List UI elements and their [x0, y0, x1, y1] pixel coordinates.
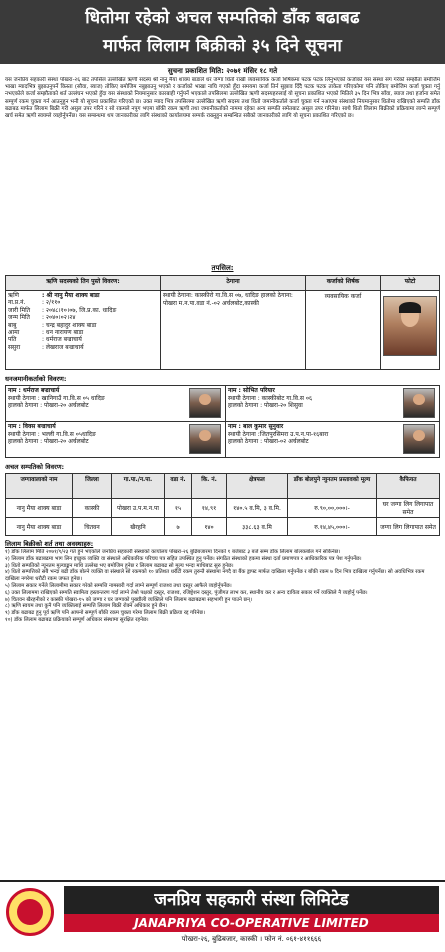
borrower-photo [383, 296, 437, 356]
asset-header-municipality: गा.पा./न.पा. [112, 474, 165, 499]
guarantor-photo [189, 424, 221, 454]
asset-header-plot: कि. नं. [192, 474, 227, 499]
guarantor-temp-address: हालको ठेगाना : पोखरा-०२ अर्चलबोट [228, 438, 309, 446]
guarantor-name: नाम : विवस बज्राचार्य [8, 423, 56, 430]
guarantor-name: नाम : सोभित परियार [228, 387, 275, 394]
guarantor-table [5, 385, 440, 458]
guarantor-card [6, 386, 226, 422]
guarantor-card [226, 422, 440, 458]
org-name-nepali: जनप्रिय सहकारी संस्था लिमिटेड [64, 886, 439, 914]
list-item: १०) डाँक लिलाम बढाबढ प्रक्रियाको सम्पूर्ण अधिकार संस्थामा सुरक्षित रहनेछ। [5, 616, 149, 623]
title-line-2: मार्फत लिलाम बिक्रीको ३५ दिने सूचना [103, 36, 342, 56]
guarantor-temp-address: हालको ठेगाना : पोखरा-२० अर्चलबोट [8, 402, 89, 410]
asset-table [5, 473, 440, 536]
table-row: नानु मैया शाक्य बाडा कास्की पोखरा उ.प.म.न.पा १५ १४,९१ १४०.५ व.मि, ३ व.मि. रु.९०,००,०००।- घर जग्गा लिग लिगापात समेत [6, 499, 440, 518]
terms-list [0, 549, 445, 719]
asset-header-owner: जग्गावालाको नाम [6, 474, 73, 499]
list-item: १) डाँक लिलाम मिति २०७१/९/२३ गते हुने भएकोले जनप्रिय सहकारी संस्थाको कार्यालय पोखरा-२६ बुढिबजारमा दिनको १ बजेबाट ३ बजे सम्म डाँक लिलाम बोलकबोल गर्न सकिनेछ। [5, 549, 341, 555]
guarantor-perm-address: स्थायी ठेगाना : खानिगाउँ गा.वि.स ०५ धादिङ [8, 394, 105, 402]
cooperative-logo [6, 888, 54, 936]
list-item: ६) उक्त लिलाममा राखिएको सम्पति स्वामित्व हस्तान्तरण गर्दा लाग्ने तेश्रो पक्षको दस्तुर, राजश्व, रजिष्ट्रेशन दस्तुर, पुंजीगत लाभ कर, स्थानीय कर र अन्य दायित्व सकार गर्ने व्यक्तिले नै व्यहोर्नु पर्नेछ। [5, 589, 368, 596]
guarantor-name: नाम : धर्मराज बज्राचार्य [8, 387, 60, 394]
borrower-photo-cell [381, 291, 440, 370]
borrower-address: स्थायी ठेगाना: कास्कीरो गा.वि.स ०७, धादिङ हालको ठेगाना: पोखरा म.न.पा.वडा नं.-०२ अर्चलबोट,कास्की [161, 291, 306, 370]
borrower-caption: तपसिल: [211, 264, 234, 272]
list-item: ४) धितो सम्पत्तिको सबै भन्दा बढी डाँक बोल्ने व्यक्ति वा संस्थाले सो रकमको १० प्रतिशत धरौटी रकम तुरुन्तै संस्थामा नगदै वा बैंक ड्राफ्ट मार्फत दाखिला गर्नुपर्नेछ र बाँकी रकम ७ दिन भित्र दाखिला गर्नुपर्नेछ। सो अवधिभित्र रकम दाखिला नगरेमा धरौटी रकम जफत हुनेछ। [5, 569, 425, 583]
asset-header-district: जिल्ला [73, 474, 112, 499]
guarantor-temp-address: हालको ठेगाना : पोखरा-२० अर्चलबोट [8, 438, 89, 446]
footer [0, 880, 445, 952]
guarantor-perm-address: स्थायी ठेगाना : भल्ली गा.वि.स ०५धादिङ [8, 430, 96, 438]
list-item: ९) डाँक बढाबढ हुनु पूर्व ऋणि पनि आफ्नो सम्पूर्ण बाँकी रकम चुक्ता गरेमा लिलाम बिक्री प्रक्रिया रद्द गरिनेछ। [5, 610, 205, 617]
borrower-details: ऋणि : श्री नानु मैया शाक्य बाडा ना.प्र.नं. : २/११० जारी मिति : २०४८।१०।०७, जि.प्र.का. धादिङ जन्म मिति : २०४०।०२।२४ बाबु : चन्द्र बहादुर शाक्य बाडा आमा : धन नारायण बाडा पति : धर्मराज बज्राचार्य ससुरा : लेखराज बज्राचार्य [6, 291, 161, 370]
guarantor-name: नाम : बाल कुमार सुनुवार [228, 423, 284, 430]
guarantor-perm-address: स्थायी ठेगाना :जितपुरसिमरा उ.प.न.पा-१६बारा [228, 430, 329, 438]
list-item: ३) धितो सम्पतिको न्यूनतम मुल्याङ्कन माथि उल्लेख भए बमोजिम हुनेछ र लिलाम बढाबढ सो मूल्य भन्दा माथिबाट सुरु हुनेछ। [5, 562, 234, 569]
guarantor-card [226, 386, 440, 422]
guarantor-perm-address: स्थायी ठेगाना : कास्कीबोट गा.वि.स ०६ [228, 394, 313, 402]
asset-section-label: अचल सम्पतिको विवरण: [5, 463, 65, 471]
terms-title: लिलाम बिक्रीको शर्त तथा अवस्थाहरु: [5, 540, 94, 548]
table-row: नानु मैया शाक्य बाडा चितवन खैरहनि ७ १४० ३३८.६३ व.मि रु.१४,४५,०००।- जग्गा लिग लिगापात समेत [6, 518, 440, 536]
guarantor-section-label: धनजमानीकर्ताको विवरण: [5, 375, 67, 383]
intro-paragraph [0, 77, 445, 263]
guarantor-photo [189, 388, 221, 418]
asset-header-min-value: डाँक बोलपुने न्युनतम प्रस्तावको मूल्य [288, 474, 377, 499]
org-name-english: JANAPRIYA CO-OPERATIVE LIMITED [64, 914, 439, 932]
list-item: ८) ऋणि स्वयम तथा कुनै पनि व्यक्तिलाई सम्पत्ति लिलाम बिक्री रोक्ने अधिकार हुने छैन। [5, 603, 168, 610]
borrower-header-loan: कर्जाको शिर्षक [306, 276, 381, 291]
guarantor-temp-address: हालको ठेगाना : पोखरा-२० शिसुवा [228, 402, 303, 410]
guarantor-photo [403, 388, 435, 418]
asset-header-area: क्षेत्रफल [227, 474, 288, 499]
asset-header-remarks: कैफियत [377, 474, 440, 499]
borrower-table [5, 275, 440, 370]
borrower-header-address: ठेगाना [161, 276, 306, 291]
borrower-loan-title: व्यवसायिक कर्जा [306, 291, 381, 370]
guarantor-photo [403, 424, 435, 454]
list-item: ७) चितवन खैरहनीको र कास्की पोखरा-१५ को जग्गा र घर जग्गाको पुख्यौली व्यक्तिले पनि लिलाम बढाबढमा सहभागी हुन पाउने छन्। [5, 596, 253, 603]
title-line-1: धितोमा रहेको अचल सम्पतिको डाँक बढाबढ [85, 8, 360, 28]
intro-text: यस जनप्रिय सहकारी संस्था पोखरा-२६ बाट तपसिल उल्लेखित ऋणी सदस्य श्री नानु मैया शाक्य बाडाले धर जग्गा धितो राखी व्यवसायिक कर्जा शिर्षकमा पटक पटक लिनुभएको कर्जाको यस संस्था संग गरेको सम्झौता बमोजिम भाखा म्यादभित्र बुझाउनुपर्ने किस्ता (सौवा, ब्याज) तोकिए बमोजिम नबुझाउनु भएको र कर्जाको भाखा नाघि गएको हुँदा समयमा कर्जा तिर्न सुझाव दिँदै पटक पटक ताकेता गरिएकोमा पनि तोकिए बमोजिम कर्जा चुक्ता गर्नु नभएकोले कर्जा सम्झौताको शर्त उल्लंघन भएको हुँदा यस संस्थाको नियमानुसार कारबाही गर्नुपर्ने भएकाले तपसिलमा उल्लेखित ऋणी सदस्यहरुलाई यो सूचना प्रकाशित भएको मितिले ३५ दिन भित्र साँवा, ब्याज तथा हर्जाना समेत सम्पूर्ण रकम चुक्ता गर्न आउनुहुन भनी यो सूचना प्रकाशित गरिएको छ। उक्त म्याद भित्र तपसिलमा उल्लेखित ऋणी सदस्य तथा धितो जमानीकर्ताले कर्जा चुक्ता गर्न नआएमा संस्थाको नियमानुसार धितोमा राखिएको सम्पति डाँक बढाबढ मार्फत लिलाम बिक्री गरी असुल उपर गरिने र सो रकमले नपुग भएमा बाँकी रकम ऋणी तथा जमानीकर्ताको नाममा रहेका अन्य सम्पति समेतबाट असुल उपर गरिनेछ। साथै धितो लिलाम बिक्रीको प्रक्रियामा लाग्ने सम्पूर्ण खर्च समेत ऋणी स्वयम्ले व्यहोर्नुपर्नेछ। यस सम्बन्धमा थप जानकारीका लागि संस्थाको कार्यालयमा सम्पर्क राख्नुहुन सम्बन्धित सबैको जानकारीको लागि यो सूचना प्रकाशित गरिएको छ। [5, 77, 440, 120]
asset-header-ward: वडा नं. [165, 474, 192, 499]
list-item: २) लिलाम डाँक बढाबढमा भाग लिन इच्छुक व्यक्ति वा संस्थाले अधिकारिक परिचय पत्र सहित उपस्थित हुनु पर्नेछ। संगठित संस्थाको हकमा संस्था दर्ता प्रमाणपत्र र आधिकारिक पत्र पेश गर्नुपर्नेछ। [5, 555, 362, 562]
notice-title [0, 0, 445, 64]
publication-date: सुचना प्रकाशित मिति: २०७१ मंसिर १८ गते [167, 67, 278, 75]
borrower-header-details: ऋणि सदस्यको तिन पुस्ते विवरण: [6, 276, 161, 291]
list-item: ५) लिलाम सकार गर्नेले लिलामीमा सकार गरेको सम्पत्ति नामसारी गर्दा लाग्ने सम्पूर्ण राजश्व तथा दस्तुर आफैले व्यहोर्नुपर्नेछ। [5, 582, 232, 589]
guarantor-card [6, 422, 226, 458]
borrower-header-photo: फोटो [381, 276, 440, 291]
org-address: पोखरा-२६, बुढिबजार, कास्की । फोन नं. ०६१-४११६६६ [181, 935, 322, 943]
